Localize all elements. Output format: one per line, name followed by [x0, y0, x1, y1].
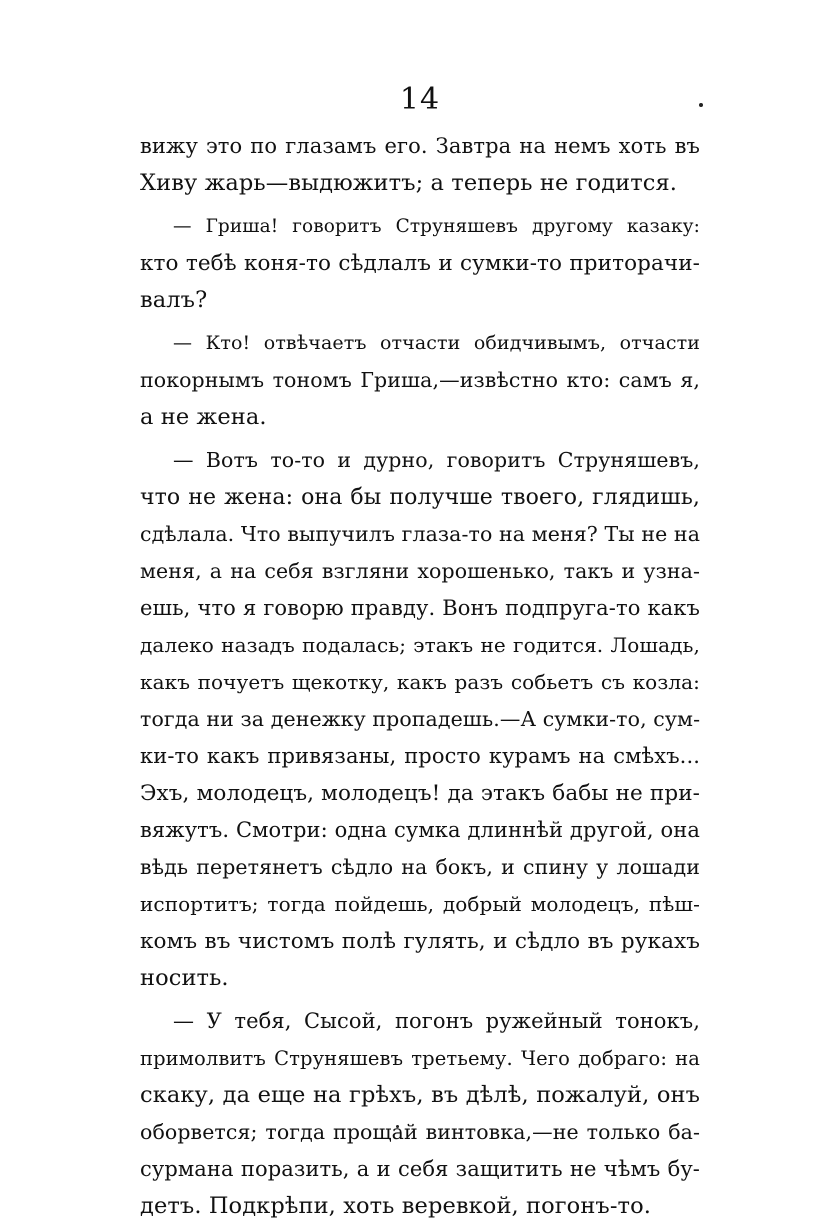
text-line: сдѣлала. Что выпучилъ глаза-то на меня? Ты не на	[140, 522, 701, 546]
text-line: вижу это по глазамъ его. Завтра на немъ хоть въ	[140, 134, 700, 158]
text-line: сурмана поразить, а и себя защитить не чѣмъ бу-	[140, 1157, 700, 1181]
text-line: — У тебя, Сысой, погонъ ружейный тонокъ,	[173, 1009, 700, 1033]
text-line: покорнымъ тономъ Гриша,—извѣстно кто: самъ я,	[140, 368, 700, 392]
text-line: вѣдь перетянетъ сѣдло на бокъ, и спину у лошади	[140, 855, 700, 879]
text-line: скаку, да еще на грѣхъ, въ дѣлѣ, пожалуй, онъ	[140, 1082, 700, 1108]
text-line: примолвитъ Струняшевъ третьему. Чего добраго: на	[140, 1047, 700, 1070]
text-line: — Кто! отвѣчаетъ отчасти обидчивымъ, отчасти	[173, 332, 700, 354]
text-line: ешь, что я говорю правду. Вонъ подпруга-то какъ	[140, 596, 700, 620]
paragraph	[140, 442, 700, 997]
text-line: далеко назадъ подалась; этакъ не годится. Лошадь,	[140, 633, 700, 657]
text-line: какъ почуетъ щекотку, какъ разъ собьетъ съ козла:	[140, 670, 700, 694]
text-line: испортитъ; тогда пойдешь, добрый молодецъ, пѣш-	[140, 892, 700, 916]
text-line: кто тебѣ коня-то сѣдлалъ и сумки-то приторачи-	[140, 251, 700, 276]
text-line: Эхъ, молодецъ, молодецъ! да этакъ бабы не при-	[140, 781, 700, 806]
paragraph	[140, 325, 700, 436]
text-line: — Вотъ то-то и дурно, говоритъ Струняшевъ,	[173, 448, 700, 472]
text-line: тогда ни за денежку пропадешь.—А сумки-то, сум-	[140, 707, 701, 731]
paragraph	[140, 208, 700, 319]
text-line: детъ. Подкрѣпи, хоть веревкой, погонъ-то.	[140, 1193, 651, 1219]
text-line: а не жена.	[140, 404, 267, 430]
text-line: оборвется; тогда прощай винтовка,—не только ба-	[140, 1120, 700, 1144]
print-speck	[699, 103, 703, 107]
text-line: Хиву жарь—выдюжитъ; а теперь не годится.	[140, 170, 678, 196]
body-text	[140, 128, 700, 1231]
paragraph	[140, 1003, 700, 1225]
text-line: ки-то какъ привязаны, просто курамъ на смѣхъ...	[140, 744, 700, 768]
text-line: валъ?	[140, 287, 208, 313]
text-line: что не жена: она бы получше твоего, глядишь,	[140, 485, 700, 510]
text-line: носить.	[140, 965, 229, 991]
paragraph	[140, 128, 700, 202]
text-line: комъ въ чистомъ полѣ гулять, и сѣдло въ рукахъ	[140, 929, 700, 954]
text-line: — Гриша! говоритъ Струняшевъ другому казаку:	[173, 216, 700, 237]
page-number: 14	[399, 82, 441, 117]
text-line: вяжутъ. Смотри: одна сумка длиннѣй другой, она	[140, 818, 700, 842]
text-line: меня, а на себя взгляни хорошенько, такъ и узна-	[140, 559, 700, 583]
